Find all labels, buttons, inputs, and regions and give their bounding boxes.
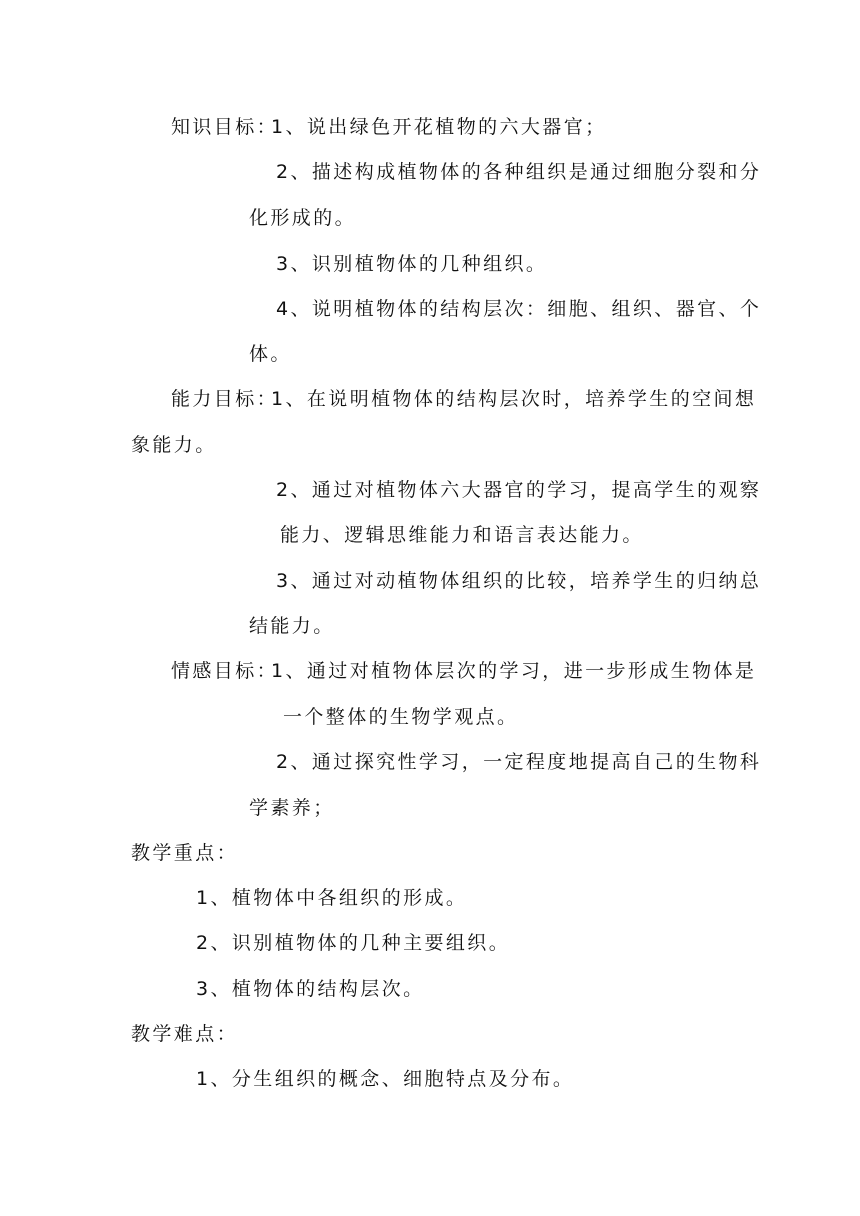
- emotion-goal-2-cont: 学素养；: [249, 797, 335, 819]
- ability-goal-1: 1、在说明植物体的结构层次时，培养学生的空间想: [271, 388, 757, 410]
- knowledge-goal-4-cont: 体。: [249, 343, 292, 365]
- knowledge-goals-label: 知识目标：: [171, 116, 279, 138]
- emotion-goal-1-cont: 一个整体的生物学观点。: [283, 706, 519, 728]
- emotion-goal-1: 1、通过对植物体层次的学习，进一步形成生物体是: [271, 660, 757, 682]
- ability-goal-2-cont: 能力、逻辑思维能力和语言表达能力。: [280, 524, 644, 546]
- key-point-2: 2、识别植物体的几种主要组织。: [196, 932, 511, 954]
- knowledge-goal-1: 1、说出绿色开花植物的六大器官；: [271, 116, 607, 138]
- key-point-3: 3、植物体的结构层次。: [196, 978, 425, 1000]
- difficulty-1: 1、分生组织的概念、细胞特点及分布。: [196, 1068, 575, 1090]
- ability-goal-2: 2、通过对植物体六大器官的学习，提高学生的观察: [276, 479, 762, 501]
- ability-goal-3: 3、通过对动植物体组织的比较，培养学生的归纳总: [276, 570, 762, 592]
- emotion-goals-label: 情感目标：: [171, 660, 279, 682]
- ability-goals-label: 能力目标：: [171, 388, 279, 410]
- ability-goal-3-cont: 结能力。: [249, 615, 335, 637]
- knowledge-goal-3: 3、识别植物体的几种组织。: [276, 253, 548, 275]
- ability-goal-1-cont: 象能力。: [131, 434, 217, 456]
- key-point-1: 1、植物体中各组织的形成。: [196, 887, 468, 909]
- emotion-goal-2: 2、通过探究性学习，一定程度地提高自己的生物科: [276, 751, 762, 773]
- key-points-heading: 教学重点：: [131, 842, 239, 864]
- knowledge-goal-2-cont: 化形成的。: [249, 207, 357, 229]
- knowledge-goal-4: 4、说明植物体的结构层次：细胞、组织、器官、个: [276, 298, 762, 320]
- knowledge-goal-2: 2、描述构成植物体的各种组织是通过细胞分裂和分: [276, 161, 762, 183]
- difficulties-heading: 教学难点：: [131, 1023, 239, 1045]
